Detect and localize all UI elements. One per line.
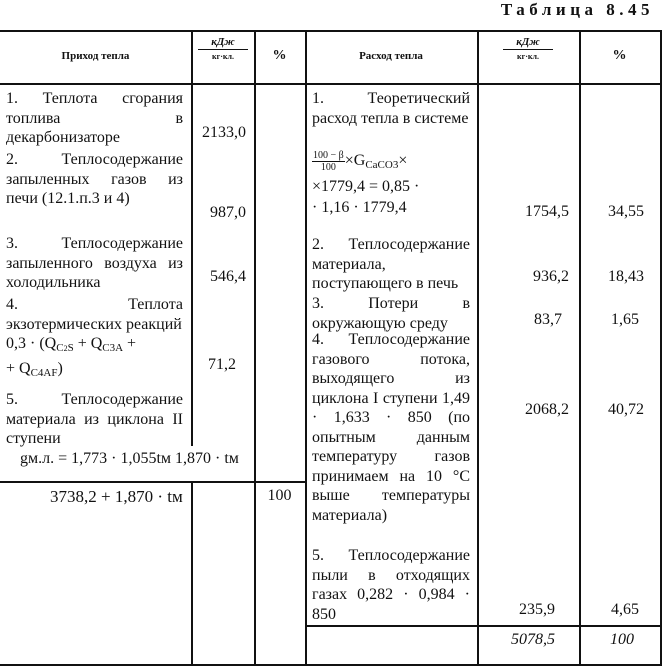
unit-top: кДж (198, 36, 248, 50)
income-item-4: 4. Теплота экзотермических реакций (6, 296, 183, 333)
income-item-4-formula: $0,3 \cdot (Q_{C2S} + Q_{C3A}$ + + $Q_{C4AF}$) (6, 335, 137, 379)
income-value-4: 71,2 (208, 356, 236, 373)
expense-percent-2: 18,43 (608, 268, 644, 285)
expense-percent-3: 1,65 (611, 311, 639, 328)
income-item-3: 3. Теплосодержание запыленного воздуха из холодильника (6, 235, 183, 291)
header-bottom-border (0, 83, 662, 85)
unit-bottom: кг·кл. (516, 52, 539, 61)
income-formula: gм.л. = 1,773 · 1,055tм 1,870 · tм (20, 450, 239, 467)
expense-value-4: 2068,2 (525, 401, 569, 418)
income-item-5: 5. Теплосодержание материала из циклона II ступени (6, 391, 183, 447)
expense-item-1: 1. Теоретический расход тепла в системе (312, 90, 470, 127)
expense-total: 5078,5 (511, 631, 555, 648)
header-unit-income (198, 36, 248, 61)
table-top-border (0, 30, 662, 32)
header-income: Приход тепла (61, 50, 130, 62)
header-expense: Расход тепла (359, 50, 423, 62)
income-value-3: 546,4 (210, 268, 246, 285)
expense-total-percent: 100 (610, 631, 634, 648)
header-percent-income: % (272, 48, 287, 63)
income-item-1: 1. Теплота сгорания топлива в декарбонизаторе (6, 90, 183, 146)
income-value-1: 2133,0 (202, 124, 246, 141)
col-divider-5 (579, 30, 581, 664)
expense-item-2: 2. Теплосодержание материала, поступающего в печь (312, 236, 470, 292)
col-divider-2 (254, 30, 256, 664)
expense-value-3: 83,7 (534, 311, 562, 328)
income-total-border (0, 481, 305, 483)
col-divider-1a (191, 30, 193, 446)
col-divider-1b (191, 481, 193, 664)
expense-total-border (305, 625, 662, 627)
header-percent-expense: % (612, 48, 627, 63)
income-value-2: 987,0 (210, 204, 246, 221)
table-title: Таблица 8.45 (500, 0, 654, 19)
expense-item-1-formula: $\frac{100 - \beta}{100}$ $\times G_{CaCO3}\times$ ×1779,4 = 0,85 · · 1,16 · 1779,4 (312, 150, 420, 217)
expense-item-3: 3. Потери в окружающую среду (312, 295, 470, 332)
expense-percent-1: 34,55 (608, 203, 644, 220)
expense-percent-4: 40,72 (608, 401, 644, 418)
expense-percent-5: 4,65 (611, 601, 639, 618)
unit-top: кДж (503, 36, 553, 50)
header-unit-expense (503, 36, 553, 61)
col-divider-4 (477, 30, 479, 664)
income-total: 3738,2 + 1,870 · tм (50, 487, 183, 506)
table-bottom-border (0, 664, 662, 666)
expense-item-5: 5. Теплосодержание пыли в отходящих газах 0,282 · 0,984 · 850 (312, 547, 470, 623)
unit-bottom: кг·кл. (211, 52, 234, 61)
expense-value-2: 936,2 (533, 268, 569, 285)
col-divider-6 (660, 30, 662, 664)
income-item-2: 2. Теплосодержание запыленных газов из печи (12.1.п.3 и 4) (6, 151, 183, 207)
income-total-percent: 100 (267, 487, 292, 504)
expense-value-5: 235,9 (519, 601, 555, 618)
col-divider-3 (305, 30, 307, 664)
expense-item-4: 4. Теплосодержание газового потока, выходящего из циклона I ступени 1,49 · 1,633 · 850 (по опытным данным температуру газов принимаем на 10 °С выше температуры материала) (312, 331, 470, 524)
expense-value-1: 1754,5 (525, 203, 569, 220)
